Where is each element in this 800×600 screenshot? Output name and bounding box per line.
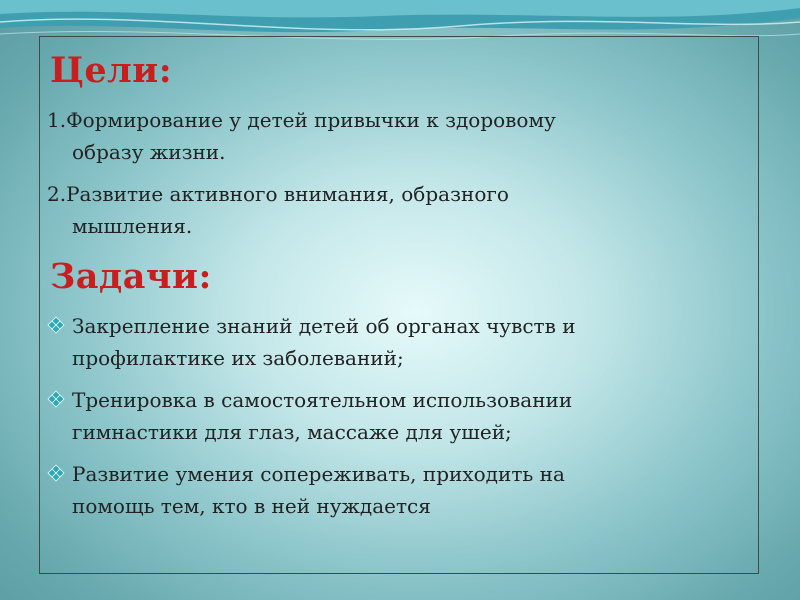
task-line: гимнастики для глаз, массаже для ушей; — [72, 420, 512, 444]
goal-line: образу жизни. — [72, 140, 226, 164]
diamond-bullet-icon — [47, 464, 65, 482]
task-line: профилактике их заболеваний; — [72, 346, 404, 370]
task-line: Тренировка в самостоятельном использовании — [72, 388, 573, 412]
task-item — [47, 458, 747, 522]
goal-item — [47, 178, 727, 242]
tasks-heading: Задачи: — [50, 256, 212, 297]
diamond-bullet-icon — [47, 390, 65, 408]
goals-heading: Цели: — [50, 50, 173, 91]
task-item — [47, 384, 747, 448]
goal-line: 2.Развитие активного внимания, образного — [47, 182, 509, 206]
goal-line: 1.Формирование у детей привычки к здоровому — [47, 108, 556, 132]
diamond-bullet-icon — [47, 316, 65, 334]
goal-line: мышления. — [72, 214, 193, 238]
task-line: Развитие умения сопереживать, приходить на — [72, 462, 565, 486]
task-line: Закрепление знаний детей об органах чувств и — [72, 314, 576, 338]
task-line: помощь тем, кто в ней нуждается — [72, 494, 431, 518]
goal-item — [47, 104, 727, 168]
task-item — [47, 310, 747, 374]
